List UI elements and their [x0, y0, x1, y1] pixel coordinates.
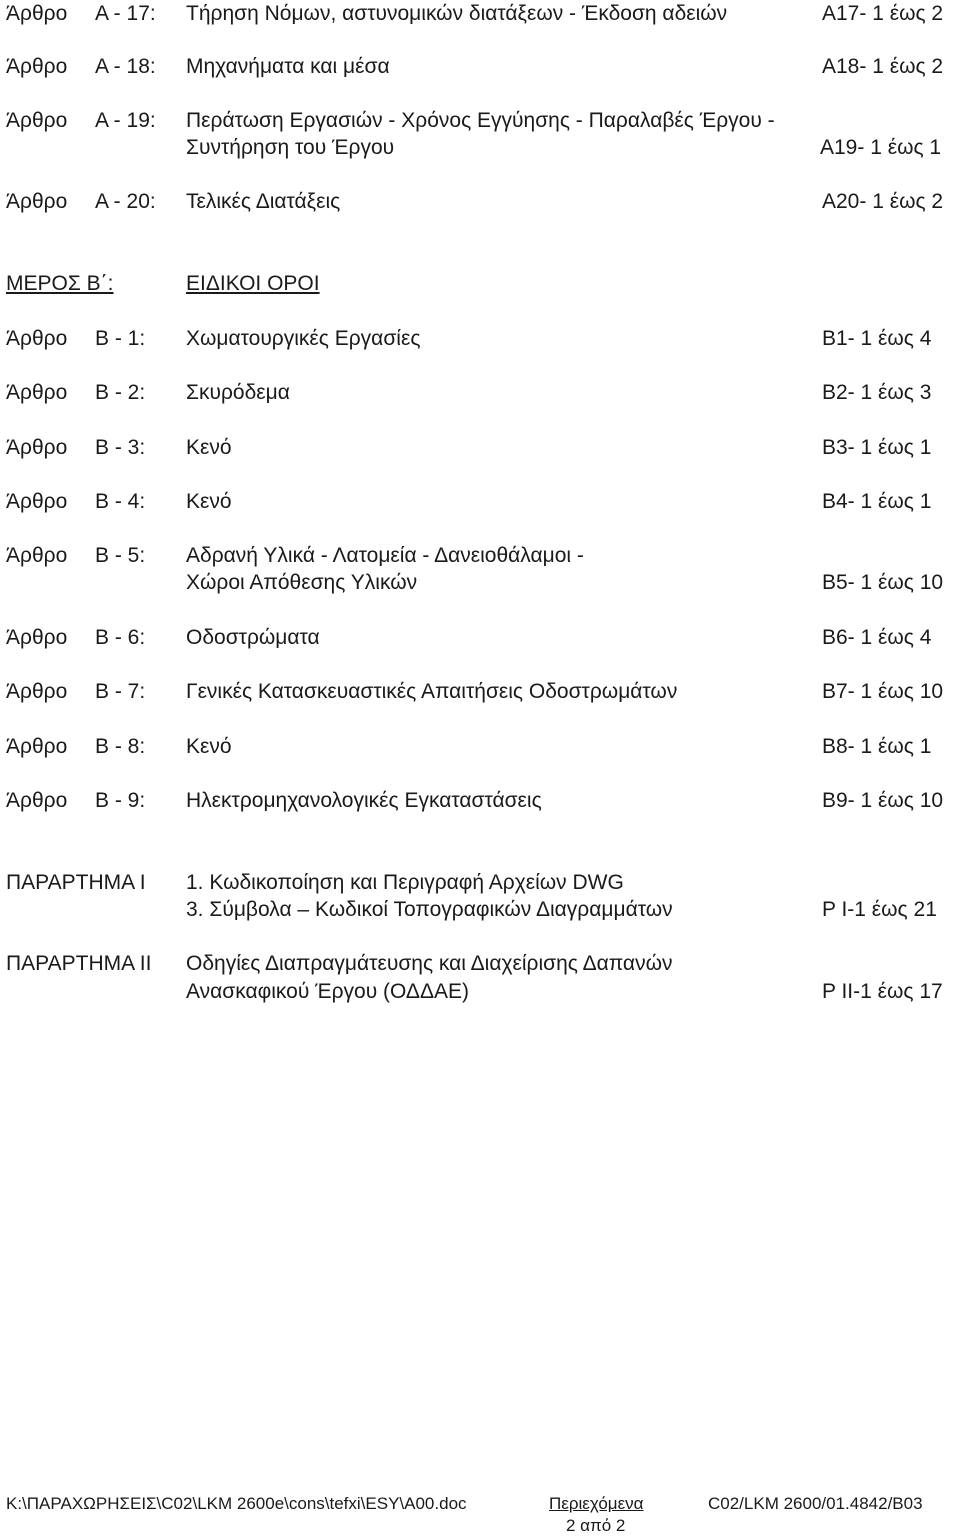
article-label: Άρθρο [6, 544, 68, 567]
article-pages: Α18- 1 έως 2 [822, 55, 944, 78]
footer-section-link[interactable]: Περιεχόμενα [549, 1494, 644, 1513]
article-pages: Β8- 1 έως 1 [822, 735, 932, 758]
footer-file-path: K:\ΠΑΡΑΧΩΡΗΣΕΙΣ\C02\LKM 2600e\cons\tefxi\ESY\A00.doc [6, 1494, 467, 1513]
article-title: Σκυρόδεμα [186, 381, 290, 404]
article-pages: Α17- 1 έως 2 [822, 2, 944, 25]
appendix-pages: Ρ Ι-1 έως 21 [822, 898, 937, 921]
footer-page-number: 2 από 2 [566, 1516, 626, 1535]
article-title: Ηλεκτρομηχανολογικές Εγκαταστάσεις [186, 789, 542, 812]
article-pages: Β9- 1 έως 10 [822, 789, 944, 812]
article-label: Άρθρο [6, 55, 68, 78]
part-label: ΜΕΡΟΣ Β΄: [6, 272, 114, 295]
appendix-line2: Ανασκαφικού Έργου (ΟΔΔΑΕ) [186, 980, 469, 1003]
article-pages: Β6- 1 έως 4 [822, 626, 932, 649]
article-pages: Α19- 1 έως 1 [820, 136, 942, 159]
article-code: Β - 9: [95, 789, 146, 812]
article-code: Β - 1: [95, 327, 146, 350]
article-title: Τήρηση Νόμων, αστυνομικών διατάξεων - Έκδοση αδειών [186, 2, 728, 25]
article-label: Άρθρο [6, 190, 68, 213]
article-code: Β - 4: [95, 490, 146, 513]
appendix-line1: Οδηγίες Διαπραγμάτευσης και Διαχείρισης Δαπανών [186, 952, 673, 975]
article-label: Άρθρο [6, 327, 68, 350]
article-title-line1: Αδρανή Υλικά - Λατομεία - Δανειοθάλαμοι - [186, 544, 584, 567]
article-pages: Β5- 1 έως 10 [822, 571, 944, 594]
article-title: Κενό [186, 436, 232, 459]
article-code: Α - 18: [95, 55, 156, 78]
article-label: Άρθρο [6, 680, 68, 703]
article-pages: Β7- 1 έως 10 [822, 680, 944, 703]
article-title-line1: Περάτωση Εργασιών - Χρόνος Εγγύησης - Παραλαβές Έργου - [186, 109, 775, 132]
article-pages: Β3- 1 έως 1 [822, 436, 932, 459]
article-label: Άρθρο [6, 735, 68, 758]
appendix-line1: 1. Κωδικοποίηση και Περιγραφή Αρχείων DWG [186, 871, 624, 894]
appendix-label: ΠΑΡΑΡΤΗΜΑ ΙΙ [6, 952, 152, 975]
article-label: Άρθρο [6, 381, 68, 404]
article-code: Α - 17: [95, 2, 156, 25]
article-title: Κενό [186, 735, 232, 758]
article-label: Άρθρο [6, 109, 68, 132]
article-pages: Α20- 1 έως 2 [822, 190, 944, 213]
appendix-label: ΠΑΡΑΡΤΗΜΑ Ι [6, 871, 146, 894]
article-label: Άρθρο [6, 436, 68, 459]
article-code: Β - 6: [95, 626, 146, 649]
article-label: Άρθρο [6, 490, 68, 513]
article-title-line2: Συντήρηση του Έργου [186, 136, 395, 159]
article-title: Κενό [186, 490, 232, 513]
article-code: Β - 7: [95, 680, 146, 703]
footer-document-ref: C02/LKM 2600/01.4842/B03 [708, 1494, 923, 1513]
article-code: Β - 2: [95, 381, 146, 404]
article-label: Άρθρο [6, 2, 68, 25]
article-code: Β - 5: [95, 544, 146, 567]
article-code: Α - 19: [95, 109, 156, 132]
article-title: Γενικές Κατασκευαστικές Απαιτήσεις Οδοστρωμάτων [186, 680, 678, 703]
article-code: Α - 20: [95, 190, 156, 213]
article-pages: Β1- 1 έως 4 [822, 327, 932, 350]
appendix-pages: Ρ ΙΙ-1 έως 17 [822, 980, 943, 1003]
article-title: Τελικές Διατάξεις [186, 190, 341, 213]
appendix-line2: 3. Σύμβολα – Κωδικοί Τοπογραφικών Διαγραμμάτων [186, 898, 673, 921]
article-pages: Β2- 1 έως 3 [822, 381, 932, 404]
article-title: Οδοστρώματα [186, 626, 320, 649]
article-label: Άρθρο [6, 789, 68, 812]
article-label: Άρθρο [6, 626, 68, 649]
article-title: Μηχανήματα και μέσα [186, 55, 390, 78]
article-pages: Β4- 1 έως 1 [822, 490, 932, 513]
article-title-line2: Χώροι Απόθεσης Υλικών [186, 571, 418, 594]
part-title: ΕΙΔΙΚΟΙ ΟΡΟΙ [186, 272, 320, 295]
article-code: Β - 3: [95, 436, 146, 459]
article-code: Β - 8: [95, 735, 146, 758]
article-title: Χωματουργικές Εργασίες [186, 327, 421, 350]
